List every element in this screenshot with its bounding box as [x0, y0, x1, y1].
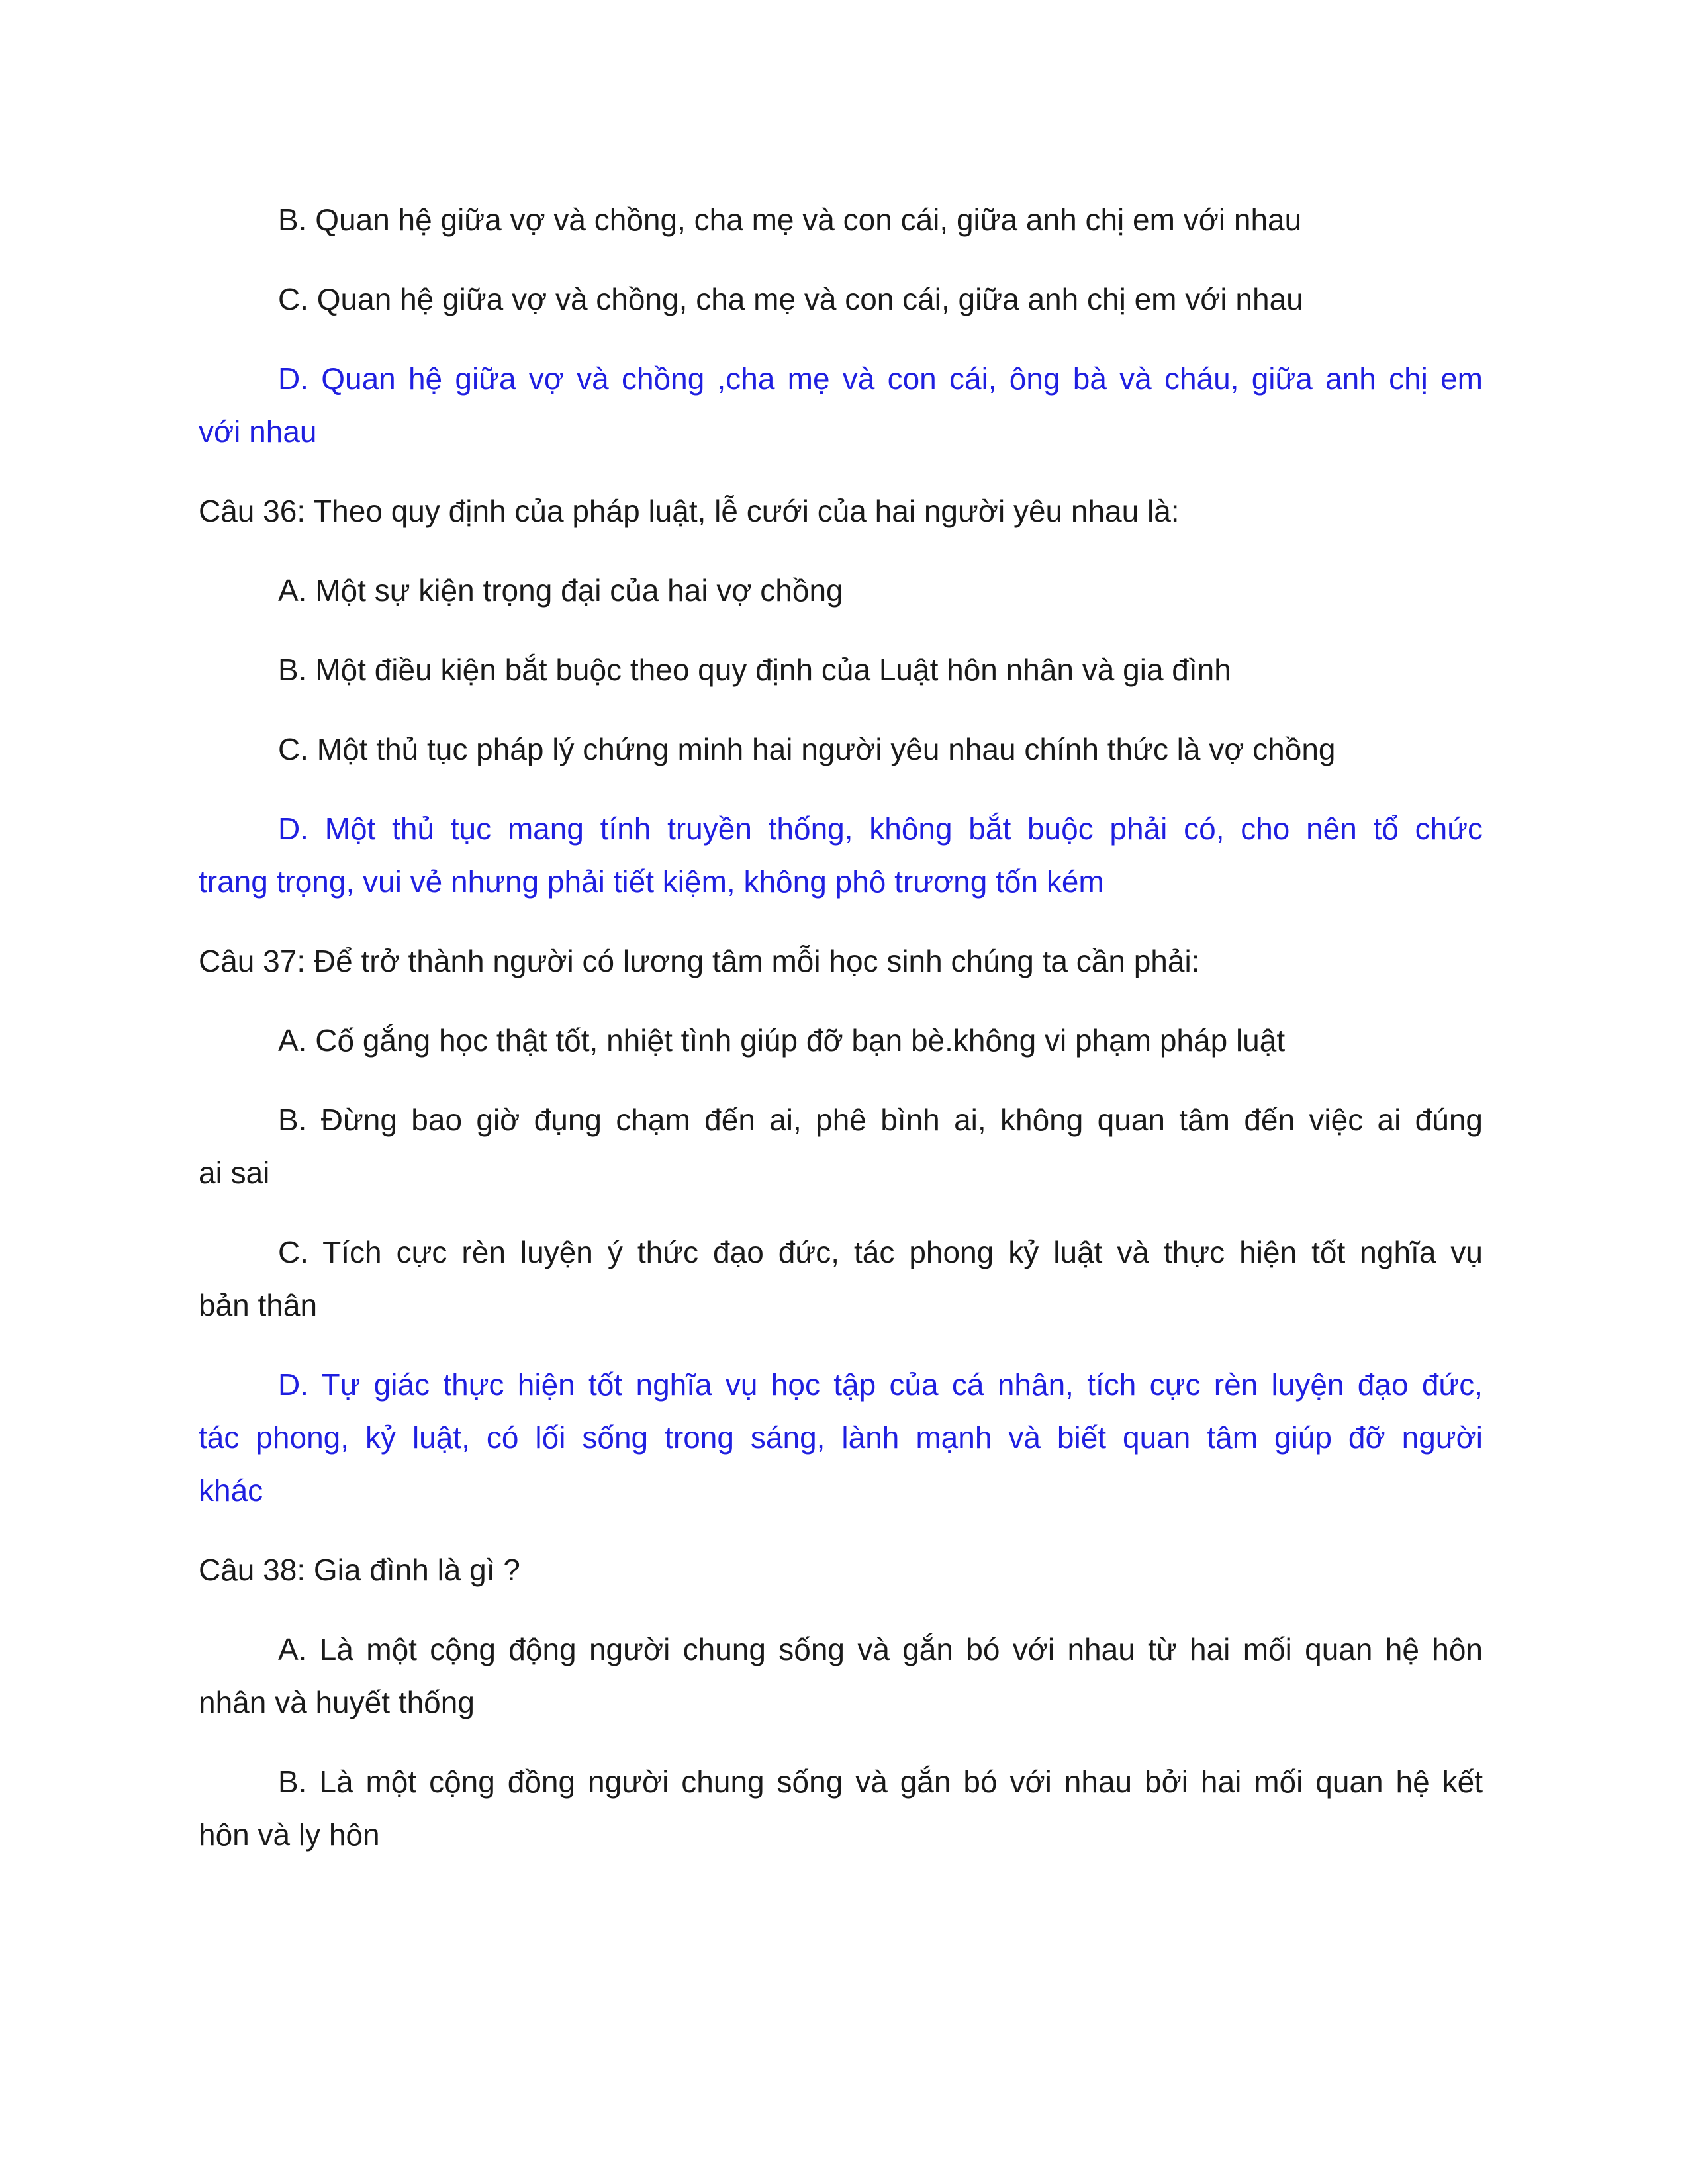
q36-option-b: B. Một điều kiện bắt buộc theo quy định của Luật hôn nhân và gia đình [278, 653, 1231, 687]
q37-option-b-line2: ai sai [199, 1156, 270, 1190]
q37-option-b-line1: B. Đừng bao giờ đụng chạm đến ai, phê bình ai, không quan tâm đến việc ai đúng [278, 1103, 1483, 1137]
q36-option-c: C. Một thủ tục pháp lý chứng minh hai người yêu nhau chính thức là vợ chồng [278, 732, 1336, 766]
q38-option-b-line2: hôn và ly hôn [199, 1817, 380, 1852]
q37-option-c-line2: bản thân [199, 1288, 318, 1322]
q37-option-d-line2: tác phong, kỷ luật, có lối sống trong sáng, lành mạnh và biết quan tâm giúp đỡ người [199, 1420, 1483, 1455]
q38-option-a-line1: A. Là một cộng động người chung sống và gắn bó với nhau từ hai mối quan hệ hôn [278, 1632, 1483, 1666]
q36-option-d-line1: D. Một thủ tục mang tính truyền thống, không bắt buộc phải có, cho nên tổ chức [278, 811, 1483, 846]
q36-question: Câu 36: Theo quy định của pháp luật, lễ cưới của hai người yêu nhau là: [199, 494, 1180, 528]
q38-question: Câu 38: Gia đình là gì ? [199, 1553, 520, 1587]
q36-option-a: A. Một sự kiện trọng đại của hai vợ chồng [278, 573, 843, 608]
q38-option-a-line2: nhân và huyết thống [199, 1685, 475, 1719]
q35-option-d-line1: D. Quan hệ giữa vợ và chồng ,cha mẹ và con cái, ông bà và cháu, giữa anh chị em [278, 361, 1483, 396]
q35-option-d-line2: với nhau [199, 414, 317, 449]
q38-option-b-line1: B. Là một cộng đồng người chung sống và gắn bó với nhau bởi hai mối quan hệ kết [278, 1764, 1483, 1799]
q35-option-b: B. Quan hệ giữa vợ và chồng, cha mẹ và con cái, giữa anh chị em với nhau [278, 203, 1302, 237]
q37-option-d-line3: khác [199, 1473, 263, 1508]
q35-option-c: C. Quan hệ giữa vợ và chồng, cha mẹ và con cái, giữa anh chị em với nhau [278, 282, 1303, 316]
q37-question: Câu 37: Để trở thành người có lương tâm mỗi học sinh chúng ta cần phải: [199, 944, 1200, 978]
q37-option-d-line1: D. Tự giác thực hiện tốt nghĩa vụ học tập của cá nhân, tích cực rèn luyện đạo đức, [278, 1367, 1483, 1402]
q37-option-a: A. Cố gắng học thật tốt, nhiệt tình giúp đỡ bạn bè.không vi phạm pháp luật [278, 1023, 1286, 1058]
q37-option-c-line1: C. Tích cực rèn luyện ý thức đạo đức, tác phong kỷ luật và thực hiện tốt nghĩa vụ [278, 1235, 1483, 1269]
q36-option-d-line2: trang trọng, vui vẻ nhưng phải tiết kiệm, không phô trương tốn kém [199, 864, 1104, 899]
